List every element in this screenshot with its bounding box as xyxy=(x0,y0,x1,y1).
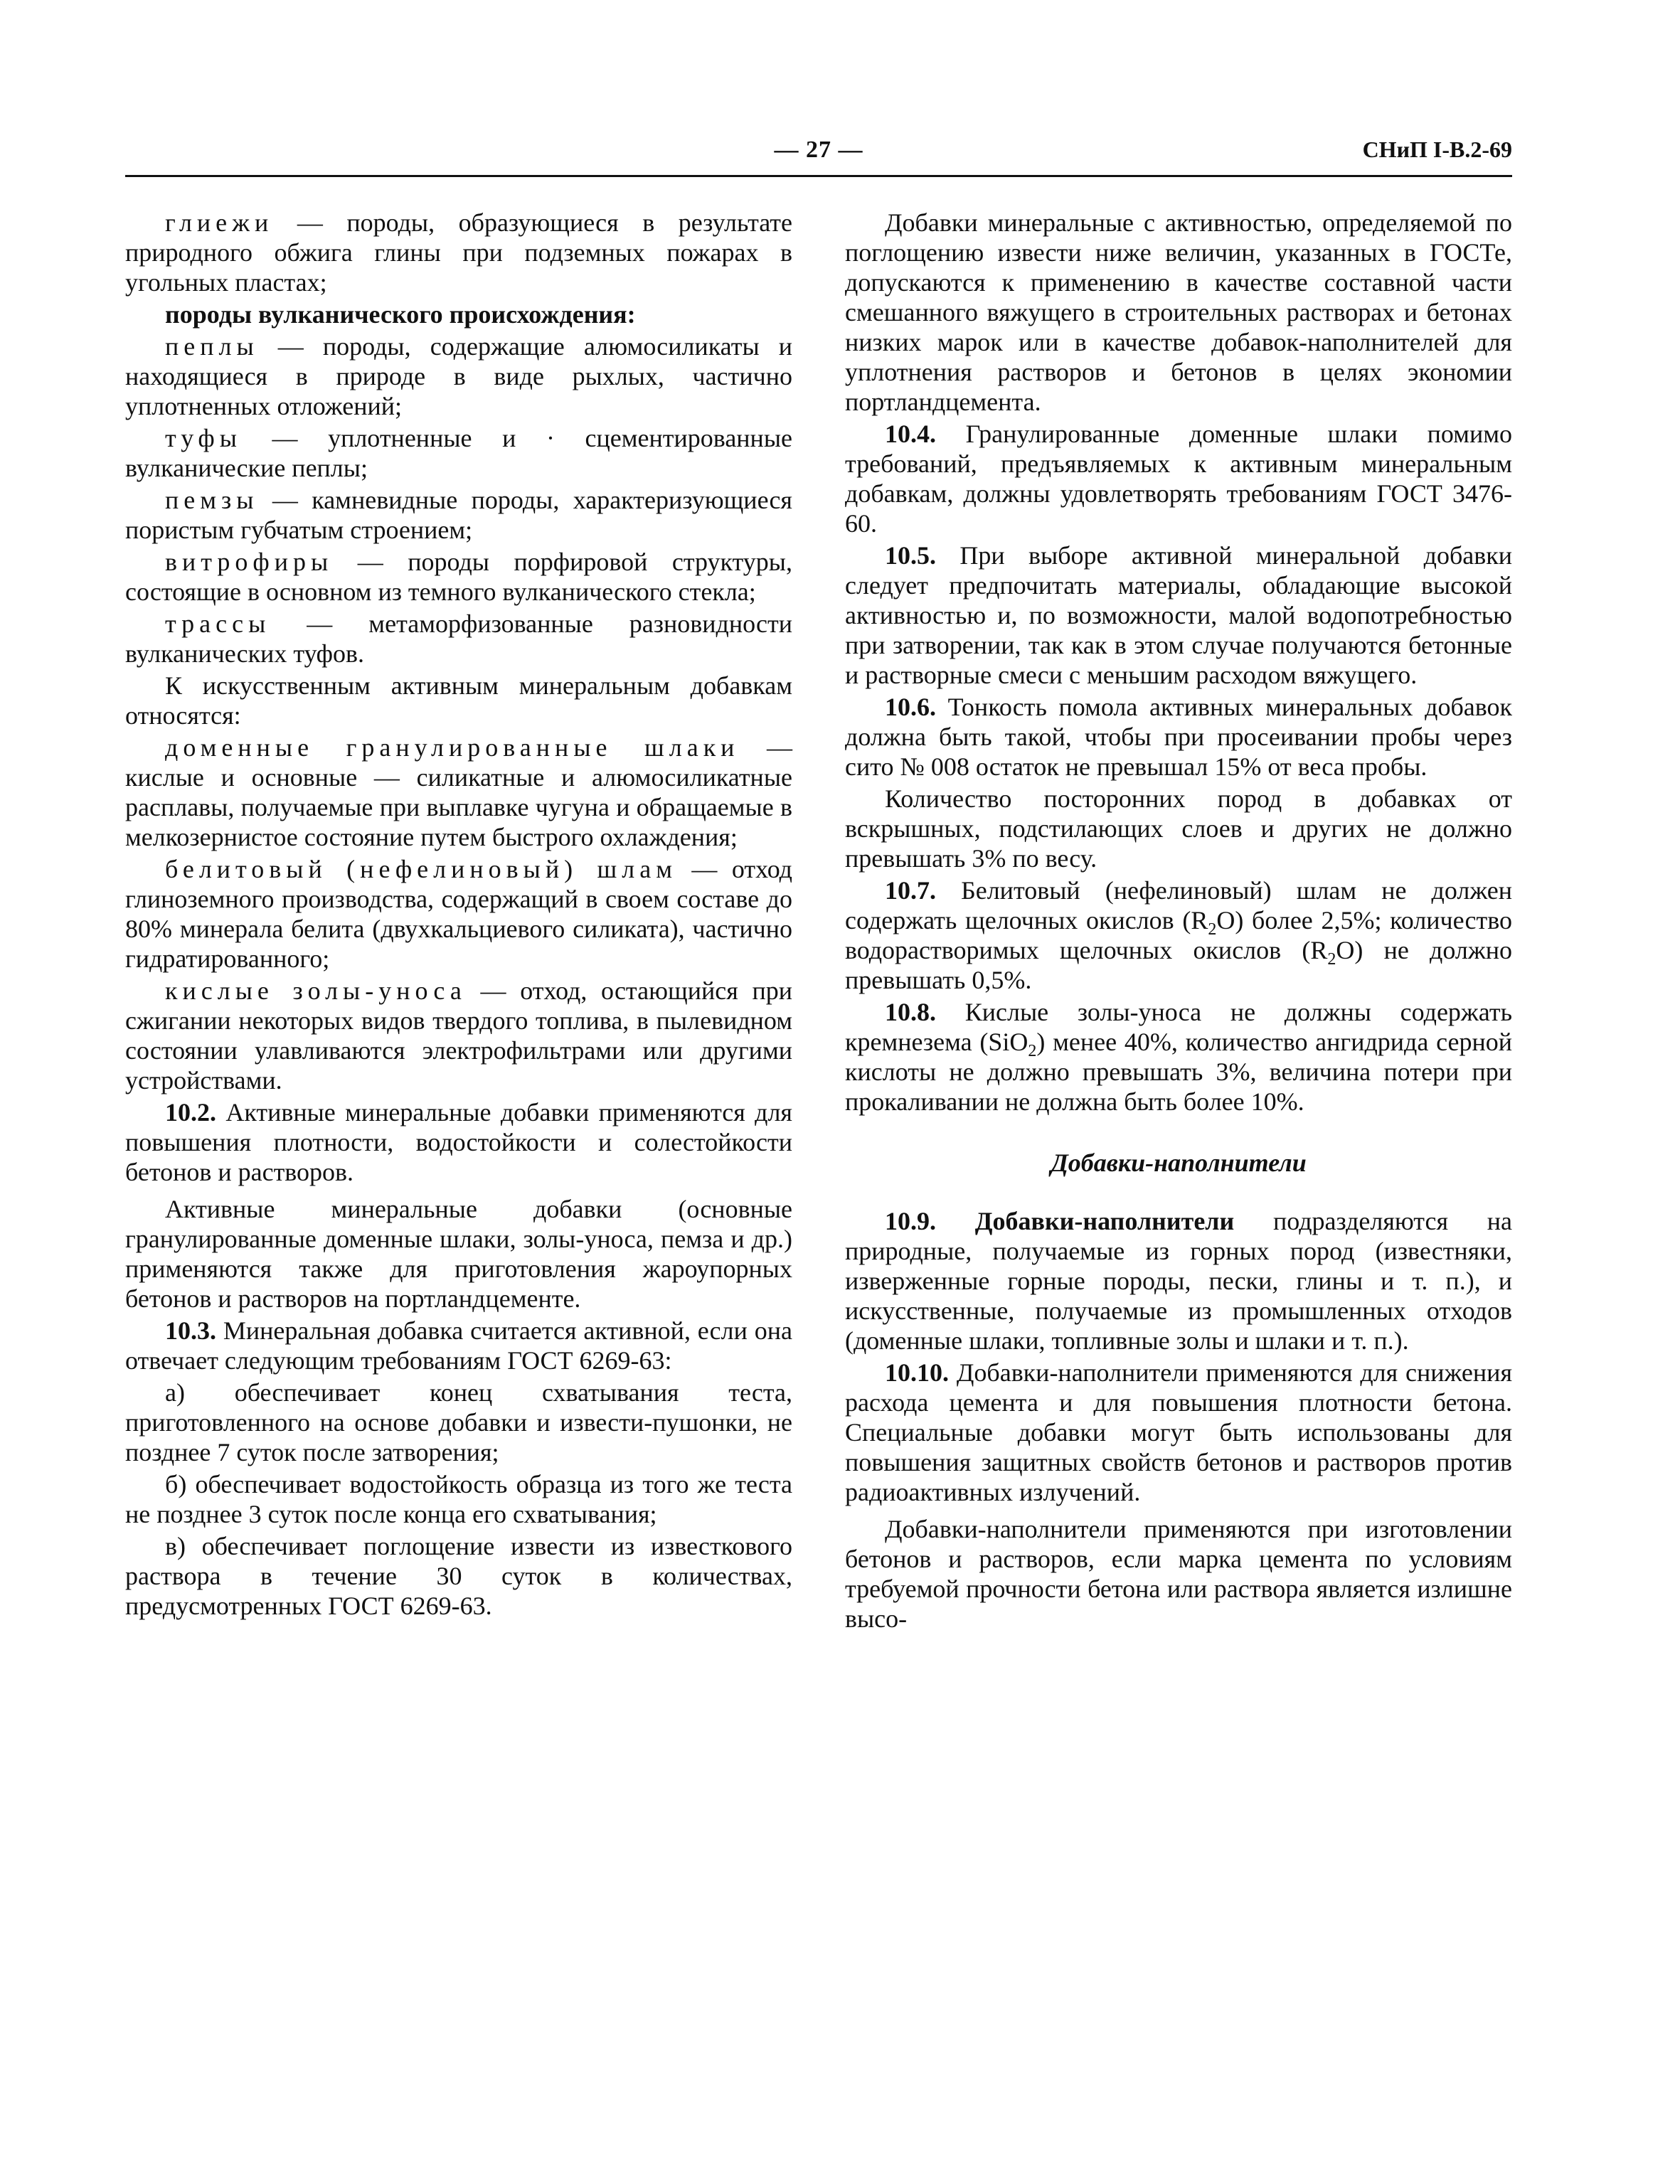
paragraph xyxy=(125,331,792,421)
clause-10-9 xyxy=(845,1206,1512,1355)
definition: — метаморфизованные разновидности вулканических туфов. xyxy=(125,609,792,668)
clause-number: 10.6. xyxy=(885,693,936,721)
term: витрофиры xyxy=(165,548,334,576)
clause-10-5 xyxy=(845,540,1512,690)
paragraph: К искусственным активным минеральным добавкам относятся: xyxy=(125,671,792,730)
term: глиежи xyxy=(165,208,274,237)
paragraph xyxy=(125,976,792,1095)
clause-text: Добавки-наполнители применяются для снижения расхода цемента и для повышения плотности бетона. Специальные добавки могут быть использованы для повышения защитных свойств бетонов и растворов против радиоактивных излучений. xyxy=(845,1358,1512,1506)
list-item: б) обеспечивает водостойкость образца из того же теста не позднее 3 суток после конца его схватывания; xyxy=(125,1470,792,1528)
page-header xyxy=(125,137,1512,179)
clause-10-7 xyxy=(845,875,1512,995)
header-divider xyxy=(125,175,1512,177)
definition: — породы, содержащие алюмосиликаты и находящиеся в природе в виде рыхлых, частично уплотненных отложений; xyxy=(125,332,792,420)
subscript: 2 xyxy=(1208,920,1217,939)
paragraph: Активные минеральные добавки (основные гранулированные доменные шлаки, золы-уноса, пемза и др.) применяются также для приготовления жароупорных бетонов и растворов на портландцементе. xyxy=(125,1195,792,1313)
definition: — камневидные породы, характеризующиеся пористым губчатым строением; xyxy=(125,486,792,544)
definition: — уплотненные и · сцементированные вулканические пеплы; xyxy=(125,424,792,482)
clause-text: ) менее 40%, количество ангидрида серной кислоты не должно превышать 3%, величина потери при прокаливании не должна быть более 10%. xyxy=(845,1028,1513,1116)
defined-term: Добавки-наполнители xyxy=(936,1207,1235,1235)
clause-text: Гранулированные доменные шлаки помимо требований, предъявляемых к активным минеральным добавкам, должны удовлетворять требованиям ГОСТ 3476-60. xyxy=(845,420,1512,538)
right-column xyxy=(845,208,1512,1636)
term: пемзы xyxy=(165,486,259,514)
subheading: породы вулканического происхождения: xyxy=(165,300,636,329)
page-number: — 27 — xyxy=(774,137,863,163)
section-heading: Добавки-наполнители xyxy=(1051,1149,1307,1177)
clause-text: подразделяются на природные, получаемые из горных пород (известняки, изверженные горные породы, пески, глины и т. п.), и искусственные, получаемые из промышленных отходов (доменные шлаки, топливные золы и шлаки и т. п.). xyxy=(845,1207,1512,1355)
clause-text: O) более 2,5%; количество водорастворимых щелочных окислов (R xyxy=(845,906,1512,964)
paragraph: Добавки-наполнители применяются при изготовлении бетонов и растворов, если марка цемента по условиям требуемой прочности бетона или раствора является излишне высо- xyxy=(845,1515,1512,1633)
clause-number: 10.8. xyxy=(885,998,936,1026)
paragraph xyxy=(125,733,792,852)
clause-10-2 xyxy=(125,1097,792,1187)
definition: — породы порфировой структуры, состоящие в основном из темного вулканического стекла; xyxy=(125,548,792,606)
clause-number: 10.7. xyxy=(885,876,936,905)
term: кислые золы-уноса xyxy=(165,976,467,1005)
term: доменные гранулированные шлаки xyxy=(165,733,740,762)
clause-text: Активные минеральные добавки применяются для повышения плотности, водостойкости и солестойкости бетонов и растворов. xyxy=(125,1098,792,1186)
paragraph xyxy=(125,609,792,668)
left-column xyxy=(125,208,792,1623)
paragraph xyxy=(125,854,792,974)
clause-text: Тонкость помола активных минеральных добавок должна быть такой, чтобы при просеивании пробы через сито № 008 остаток не превышал 15% от веса пробы. xyxy=(845,693,1512,781)
paragraph xyxy=(125,485,792,545)
clause-number: 10.9. xyxy=(885,1207,936,1235)
definition: — отход, остающийся при сжигании некоторых видов твердого топлива, в пылевидном состоянии улавливаются электрофильтрами или другими устройствами. xyxy=(125,976,792,1094)
clause-10-8 xyxy=(845,997,1512,1117)
clause-10-4 xyxy=(845,419,1512,538)
clause-10-6 xyxy=(845,692,1512,782)
list-item: в) обеспечивает поглощение извести из известкового раствора в течение 30 суток в количествах, предусмотренных ГОСТ 6269-63. xyxy=(125,1532,792,1620)
definition: — отход глиноземного производства, содержащий в своем составе до 80% минерала белита (двухкальциевого силиката), частично гидратированного; xyxy=(125,855,792,973)
clause-text: O) не должно превышать 0,5%. xyxy=(845,936,1512,994)
paragraph xyxy=(125,208,792,297)
clause-10-10 xyxy=(845,1358,1512,1507)
clause-number: 10.3. xyxy=(165,1316,216,1345)
clause-number: 10.4. xyxy=(885,420,936,448)
paragraph xyxy=(125,423,792,483)
clause-text: При выборе активной минеральной добавки следует предпочитать материалы, обладающие высокой активностью и, по возможности, малой водопотребностью при затворении, так как в этом случае получаются бетонные и растворные смеси с меньшим расходом вяжущего. xyxy=(845,541,1512,689)
subscript: 2 xyxy=(1327,950,1336,969)
clause-text: Минеральная добавка считается активной, если она отвечает следующим требованиям ГОСТ 6269-63: xyxy=(125,1316,792,1375)
definition: — породы, образующиеся в результате природного обжига глины при подземных пожарах в угольных пластах; xyxy=(125,208,792,297)
term: пеплы xyxy=(165,332,259,361)
clause-text: Кислые золы-уноса не должны содержать кремнезема (SiO xyxy=(845,998,1512,1056)
definition: — кислые и основные — силикатные и алюмосиликатные расплавы, получаемые при выплавке чугуна и обращаемые в мелкозернистое состояние путем быстрого охлаждения; xyxy=(125,733,792,851)
clause-text: Белитовый (нефелиновый) шлам не должен содержать щелочных окислов (R xyxy=(845,876,1512,934)
paragraph: Количество посторонних пород в добавках от вскрышных, подстилающих слоев и других не должно превышать 3% по весу. xyxy=(845,784,1512,873)
list-item: а) обеспечивает конец схватывания теста, приготовленного на основе добавки и извести-пушонки, не позднее 7 суток после затворения; xyxy=(125,1378,792,1466)
paragraph xyxy=(125,547,792,607)
subscript: 2 xyxy=(1028,1042,1037,1061)
clause-number: 10.2. xyxy=(165,1098,216,1126)
paragraph: Добавки минеральные с активностью, определяемой по поглощению извести ниже величин, указанных в ГОСТе, допускаются к применению в качестве составной части смешанного вяжущего в строительных растворах и бетонах низких марок или в качестве добавок-наполнителей для уплотнения растворов и бетонов в целях экономии портландцемента. xyxy=(845,208,1512,416)
term: туфы xyxy=(165,424,242,452)
term: трассы xyxy=(165,609,271,638)
clause-10-3 xyxy=(125,1316,792,1375)
document-code: СНиП I-В.2-69 xyxy=(1362,137,1512,162)
term: белитовый (нефелиновый) шлам xyxy=(165,855,677,883)
clause-number: 10.5. xyxy=(885,541,936,570)
clause-number: 10.10. xyxy=(885,1358,949,1387)
